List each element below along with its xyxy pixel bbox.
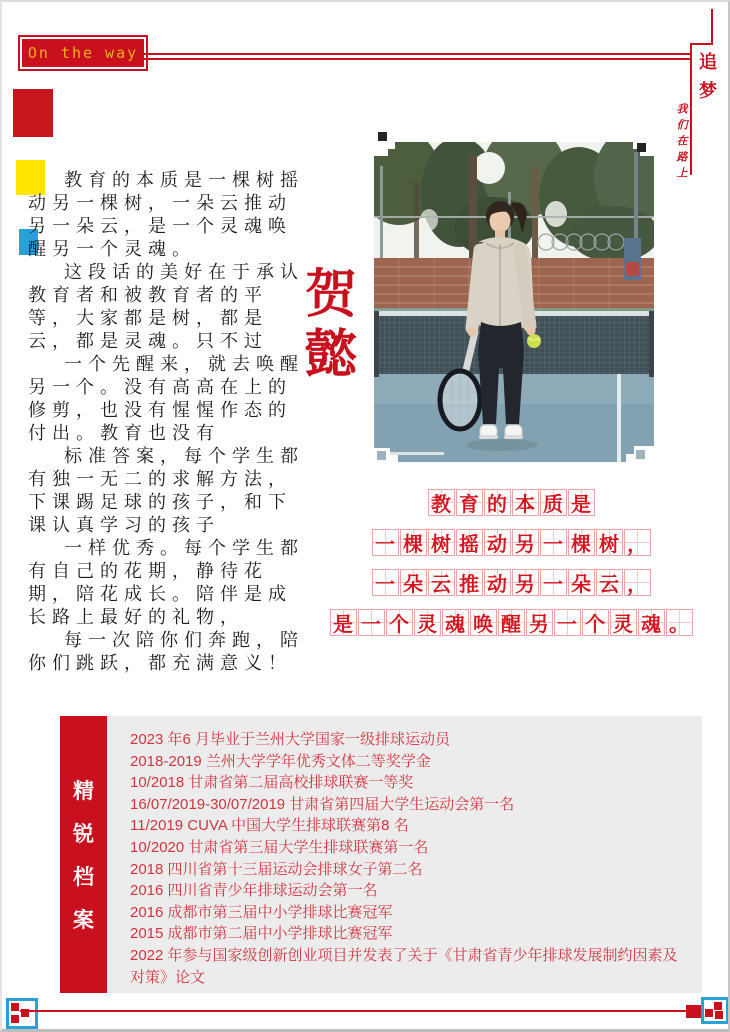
quote-char-box: 的	[484, 489, 511, 516]
quote-char-box: 魂	[638, 609, 665, 636]
pixel-decor-right	[701, 997, 729, 1024]
quote-char-box: 另	[526, 609, 553, 636]
quote-char-box: ，	[624, 529, 651, 556]
pixel	[705, 1009, 713, 1017]
photo-corner-notch	[388, 142, 395, 149]
quote-char-box: 唤	[470, 609, 497, 636]
achievement-item: 16/07/2019-30/07/2019 甘肃省第四届大学生运动会第一名	[130, 795, 515, 813]
quote-char-box: 推	[456, 569, 483, 596]
quote-char-box: 棵	[568, 529, 595, 556]
essay-paragraph: 这段话的美好在于承认教育者和被教育者的平等，大家都是树，都是云，都是灵魂。只不过	[28, 262, 304, 351]
quote-char-box: 是	[330, 609, 357, 636]
photo-corner-pixel	[637, 143, 646, 152]
name-char-2: 懿	[304, 327, 357, 384]
quote-char-box: 云	[596, 569, 623, 596]
archive-label-char: 档	[73, 865, 94, 889]
quote-char-box: 教	[428, 489, 455, 516]
quote-char-box: 育	[456, 489, 483, 516]
quote-char-box: 本	[512, 489, 539, 516]
corner-rule-vertical	[711, 9, 713, 45]
quote-char-box: 棵	[400, 529, 427, 556]
archive-label-char: 案	[73, 908, 94, 932]
corner-rule-connector	[690, 43, 713, 45]
pixel	[11, 1015, 19, 1023]
profile-photo	[374, 142, 654, 462]
quote-char-box: 个	[386, 609, 413, 636]
teacher-name	[297, 266, 365, 386]
achievement-item: 2018-2019 兰州大学学年优秀文体二等奖学金	[130, 752, 431, 770]
quote-char-box: 另	[512, 529, 539, 556]
quote-char-box: 灵	[610, 609, 637, 636]
archive-label-char: 锐	[73, 822, 94, 846]
quote-char-box: 朵	[400, 569, 427, 596]
achievement-item: 10/2020 甘肃省第三届大学生排球联赛第一名	[130, 838, 429, 856]
banner-title: On the way	[22, 39, 144, 67]
quote-char-box: 摇	[456, 529, 483, 556]
achievement-item: 2023 年6 月毕业于兰州大学国家一级排球运动员	[130, 731, 451, 748]
quote-char-box: 灵	[414, 609, 441, 636]
photo-corner-notch	[390, 455, 398, 462]
essay-paragraph: 标准答案，每个学生都有独一无二的求解方法，下课踢足球的孩子，和下课认真学习的孩子	[28, 446, 304, 535]
achievement-item: 2022 年参与国家级创新创业项目并发表了关于《甘肃省青少年排球发展制约因素及对策》论文	[130, 946, 678, 986]
quote-char-box: 一	[358, 609, 385, 636]
photo-corner-pixel	[636, 450, 645, 459]
achievement-item: 2018 四川省第十三届运动会排球女子第二名	[130, 860, 423, 878]
footer-rule	[20, 1010, 692, 1012]
pixel	[715, 1011, 723, 1019]
quote-block	[322, 489, 700, 649]
quote-char-box: 云	[428, 569, 455, 596]
slogan-rule-vertical	[690, 43, 692, 175]
quote-char-box: 一	[372, 569, 399, 596]
quote-char-box: 朵	[568, 569, 595, 596]
pixel-decor-left	[6, 998, 38, 1029]
quote-line	[322, 569, 700, 596]
essay-text	[28, 169, 306, 675]
essay-paragraph: 每一次陪你们奔跑，陪你们跳跃，都充满意义！	[28, 630, 304, 673]
achievement-item: 10/2018 甘肃省第二届高校排球联赛一等奖	[130, 774, 414, 792]
photo-corner-pixel	[378, 132, 387, 141]
essay-paragraph: 教育的本质是一棵树摇动另一棵树，一朵云推动另一朵云，是一个灵魂唤醒另一个灵魂。	[28, 170, 304, 259]
achievement-item: 2016 成都市第三届中小学排球比赛冠军	[130, 903, 393, 921]
essay-paragraph: 一样优秀。每个学生都有自己的花期，静待花期，陪花成长。陪伴是成长路上最好的礼物，	[28, 538, 304, 627]
quote-char-box: 一	[372, 529, 399, 556]
quote-char-box: 一	[554, 609, 581, 636]
slogan-small: 我们在路上	[675, 103, 687, 183]
photo-corner-notch	[374, 142, 388, 156]
quote-line	[322, 609, 700, 636]
quote-char-box: ，	[624, 569, 651, 596]
archive-body	[107, 716, 702, 993]
banner-frame	[18, 35, 148, 71]
quote-char-box: 。	[666, 609, 693, 636]
slogan-big: 追梦	[697, 52, 717, 110]
quote-char-box: 醒	[498, 609, 525, 636]
footer-rule-cap	[686, 1005, 702, 1018]
achievement-item: 11/2019 CUVA 中国大学生排球联赛第8 名	[130, 817, 409, 835]
quote-char-box: 树	[596, 529, 623, 556]
header-rule-top	[144, 53, 690, 55]
photo-corner-pixel	[377, 451, 386, 460]
quote-char-box: 质	[540, 489, 567, 516]
quote-char-box: 动	[484, 569, 511, 596]
quote-line	[322, 489, 700, 516]
decor-square-red	[13, 89, 53, 137]
achievement-list	[130, 729, 686, 988]
pixel	[714, 1002, 722, 1010]
header-rule-bottom	[144, 58, 690, 60]
tennis-court-scene	[374, 142, 654, 462]
archive-label	[60, 716, 107, 993]
pixel	[11, 1003, 19, 1011]
archive-label-char: 精	[73, 779, 94, 803]
quote-char-box: 另	[512, 569, 539, 596]
photo-corner-notch	[626, 454, 634, 462]
archive-panel	[60, 716, 702, 993]
quote-char-box: 一	[540, 529, 567, 556]
achievement-item: 2015 成都市第二届中小学排球比赛冠军	[130, 925, 393, 943]
achievement-item: 2016 四川省青少年排球运动会第一名	[130, 882, 378, 900]
name-char-1: 贺	[304, 267, 357, 324]
quote-char-box: 个	[582, 609, 609, 636]
quote-char-box: 一	[540, 569, 567, 596]
essay-paragraph: 一个先醒来，就去唤醒另一个。没有高高在上的修剪，也没有惺惺作态的付出。教育也没有	[28, 354, 304, 443]
quote-char-box: 魂	[442, 609, 469, 636]
quote-line	[322, 529, 700, 556]
quote-char-box: 是	[568, 489, 595, 516]
quote-char-box: 动	[484, 529, 511, 556]
quote-char-box: 树	[428, 529, 455, 556]
